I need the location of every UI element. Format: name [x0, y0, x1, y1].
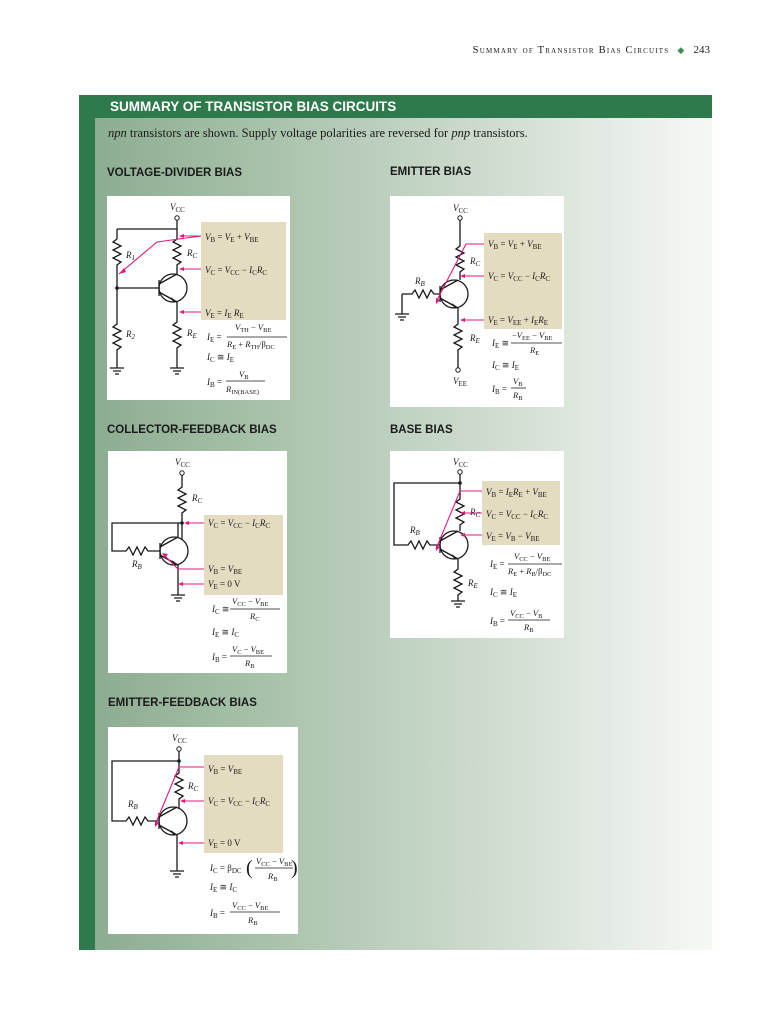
svg-text:VC = VCC − ICRC: $V_C = V_{CC} - I_CR_C$ [205, 265, 268, 277]
heading-emitter: EMITTER BIAS [390, 166, 472, 178]
svg-text:VCC: $V_{CC}$ [453, 457, 468, 469]
svg-text:VE = 0 V: $V_E = 0$ V [208, 838, 241, 850]
circuit-emitter-feedback [108, 727, 298, 934]
svg-text:VB: $V_B$ [513, 376, 523, 388]
svg-text:VCC − VBE: $V_{CC} - V_{BE}$ [232, 900, 269, 912]
svg-text:RB: $R_B$ [524, 622, 534, 634]
svg-text:−VEE − VBE: $-V_{EE} - V_{BE}$ [512, 330, 553, 342]
svg-text:RB: $R_B$ [268, 871, 278, 883]
heading-voltage-divider: VOLTAGE-DIVIDER BIAS [107, 167, 243, 179]
svg-text:VEE: $V_{EE}$ [453, 376, 468, 388]
svg-text:VC − VBE: $V_C - V_{BE}$ [232, 644, 265, 656]
svg-text:VC = VCC − ICRC: $V_C = V_{CC} - I_CR_C$ [486, 509, 549, 521]
svg-text:VB = IERE + VBE: $V_B = I_ER_E + V_{BE}$ [486, 487, 547, 499]
diamond-icon: ◆ [677, 45, 686, 55]
intro-text [108, 126, 528, 141]
svg-text:RC: $R_C$ [470, 507, 481, 519]
svg-text:RB: $R_B$ [132, 559, 142, 571]
running-head [473, 44, 710, 56]
svg-text:RC: $R_C$ [192, 493, 203, 505]
svg-text:IB =: $I_B$ = [492, 384, 507, 396]
card-voltage-divider [107, 196, 290, 400]
card-collector-feedback [108, 451, 287, 673]
svg-text:R2: $R_2$ [126, 329, 135, 341]
svg-text:IB =: $I_B$ = [210, 908, 225, 920]
svg-text:VCC − VBE: $V_{CC} - V_{BE}$ [514, 551, 551, 563]
svg-text:VCC: $V_{CC}$ [172, 733, 187, 745]
svg-text:RIN(BASE): $R_{IN(BASE)}$ [226, 384, 260, 396]
svg-text:IC ≅: $I_C$ ≅ [212, 604, 230, 616]
svg-text:VB = VE + VBE: $V_B = V_E + V_{BE}$ [488, 239, 542, 251]
svg-text:RB: $R_B$ [248, 915, 258, 927]
circuit-voltage-divider [107, 196, 290, 400]
circuit-base [390, 451, 564, 638]
svg-text:IE =: $I_E$ = [490, 559, 505, 571]
svg-text:IE ≅: $I_E$ ≅ [492, 338, 510, 350]
svg-text:VB = VE + VBE: $V_B = V_E + V_{BE}$ [205, 232, 259, 244]
svg-text:VB = VBE: $V_B = V_{BE}$ [208, 564, 243, 576]
panel-left-bar [79, 95, 95, 950]
svg-text:VB: $V_B$ [239, 369, 249, 381]
svg-text:RE + RTH/βDC: $R_E + R_{TH}/\beta_{DC}$ [227, 339, 275, 351]
svg-text:IE ≅ IC: $I_E$ ≅ $I_C$ [210, 882, 237, 894]
card-emitter-feedback [108, 727, 298, 934]
svg-text:): ) [291, 857, 298, 879]
svg-text:RC: $R_C$ [470, 256, 481, 268]
svg-text:IC = βDC: $I_C = \beta_{DC}$ [210, 863, 242, 875]
svg-text:IB =: $I_B$ = [212, 652, 227, 664]
svg-text:VB = VBE: $V_B = V_{BE}$ [208, 764, 243, 776]
label-vcc: $V_{CC}$ [170, 202, 185, 214]
svg-text:VE = IE RE: $V_E = I_E$ $R_E$ [205, 308, 244, 320]
svg-text:RE + RB/βDC: $R_E + R_B/\beta_{DC}$ [508, 566, 552, 578]
svg-text:IC ≅ IE: $I_C$ ≅ $I_E$ [492, 360, 519, 372]
svg-text:VC = VCC − ICRC: $V_C = V_{CC} - I_CR_C$ [208, 518, 271, 530]
svg-text:RC: $R_C$ [250, 611, 260, 623]
heading-base: BASE BIAS [390, 424, 453, 436]
heading-collector-feedback: COLLECTOR-FEEDBACK BIAS [107, 424, 277, 436]
svg-text:IC ≅ IE: $I_C$ ≅ $I_E$ [207, 352, 234, 364]
svg-text:IC ≅ IE: $I_C$ ≅ $I_E$ [490, 587, 517, 599]
svg-text:VCC − VBE: $V_{CC} - V_{BE}$ [232, 596, 269, 608]
svg-text:R1: $R_1$ [126, 250, 135, 262]
svg-text:RC: $R_C$ [187, 248, 198, 260]
card-base [390, 451, 564, 638]
svg-text:VCC − VBE: $V_{CC} - V_{BE}$ [256, 856, 293, 868]
circuit-emitter [390, 196, 564, 407]
svg-text:IE ≅ IC: $I_E$ ≅ $I_C$ [212, 627, 239, 639]
svg-text:RB: $R_B$ [415, 276, 425, 288]
svg-text:RE: $R_E$ [530, 345, 540, 357]
circuit-collector-feedback [108, 451, 287, 673]
svg-text:(: ( [246, 857, 253, 879]
svg-text:RE: $R_E$ [468, 578, 478, 590]
svg-text:RE: $R_E$ [187, 328, 197, 340]
svg-text:IB =: $I_B$ = [207, 377, 222, 389]
svg-text:RB: $R_B$ [128, 799, 138, 811]
svg-text:RB: $R_B$ [513, 390, 523, 402]
svg-text:IB =: $I_B$ = [490, 616, 505, 628]
intro-mid: transistors are shown. Supply voltage polarities are reversed for [126, 126, 452, 140]
svg-text:VE = VEE + IERE: $V_E = V_{EE} + I_ER_E$ [488, 315, 549, 327]
intro-pnp: pnp [451, 126, 471, 140]
svg-text:VE = 0 V: $V_E = 0$ V [208, 579, 241, 591]
svg-text:RC: $R_C$ [188, 781, 199, 793]
svg-text:RE: $R_E$ [470, 333, 480, 345]
svg-text:VCC: $V_{CC}$ [175, 457, 190, 469]
svg-text:VE = VB − VBE: $V_E = V_B - V_{BE}$ [486, 531, 540, 543]
svg-text:IE =: $I_E$ = [207, 332, 222, 344]
svg-text:VCC − VB: $V_{CC} - V_B$ [510, 608, 543, 620]
svg-text:VC = VCC − ICRC: $V_C = V_{CC} - I_CR_C$ [488, 271, 551, 283]
running-title: Summary of Transistor Bias Circuits [472, 45, 670, 56]
svg-text:VCC: $V_{CC}$ [453, 203, 468, 215]
panel-title: SUMMARY OF TRANSISTOR BIAS CIRCUITS [79, 95, 712, 118]
svg-text:RB: $R_B$ [245, 658, 255, 670]
page-number: 243 [693, 44, 710, 56]
svg-text:VC = VCC − ICRC: $V_C = V_{CC} - I_CR_C$ [208, 796, 271, 808]
intro-npn: npn [108, 126, 127, 140]
intro-end: transistors. [470, 126, 528, 140]
heading-emitter-feedback: EMITTER-FEEDBACK BIAS [108, 697, 257, 709]
svg-text:RB: $R_B$ [410, 525, 420, 537]
svg-text:VTH − VBE: $V_{TH} - V_{BE}$ [235, 322, 272, 334]
card-emitter [390, 196, 564, 407]
